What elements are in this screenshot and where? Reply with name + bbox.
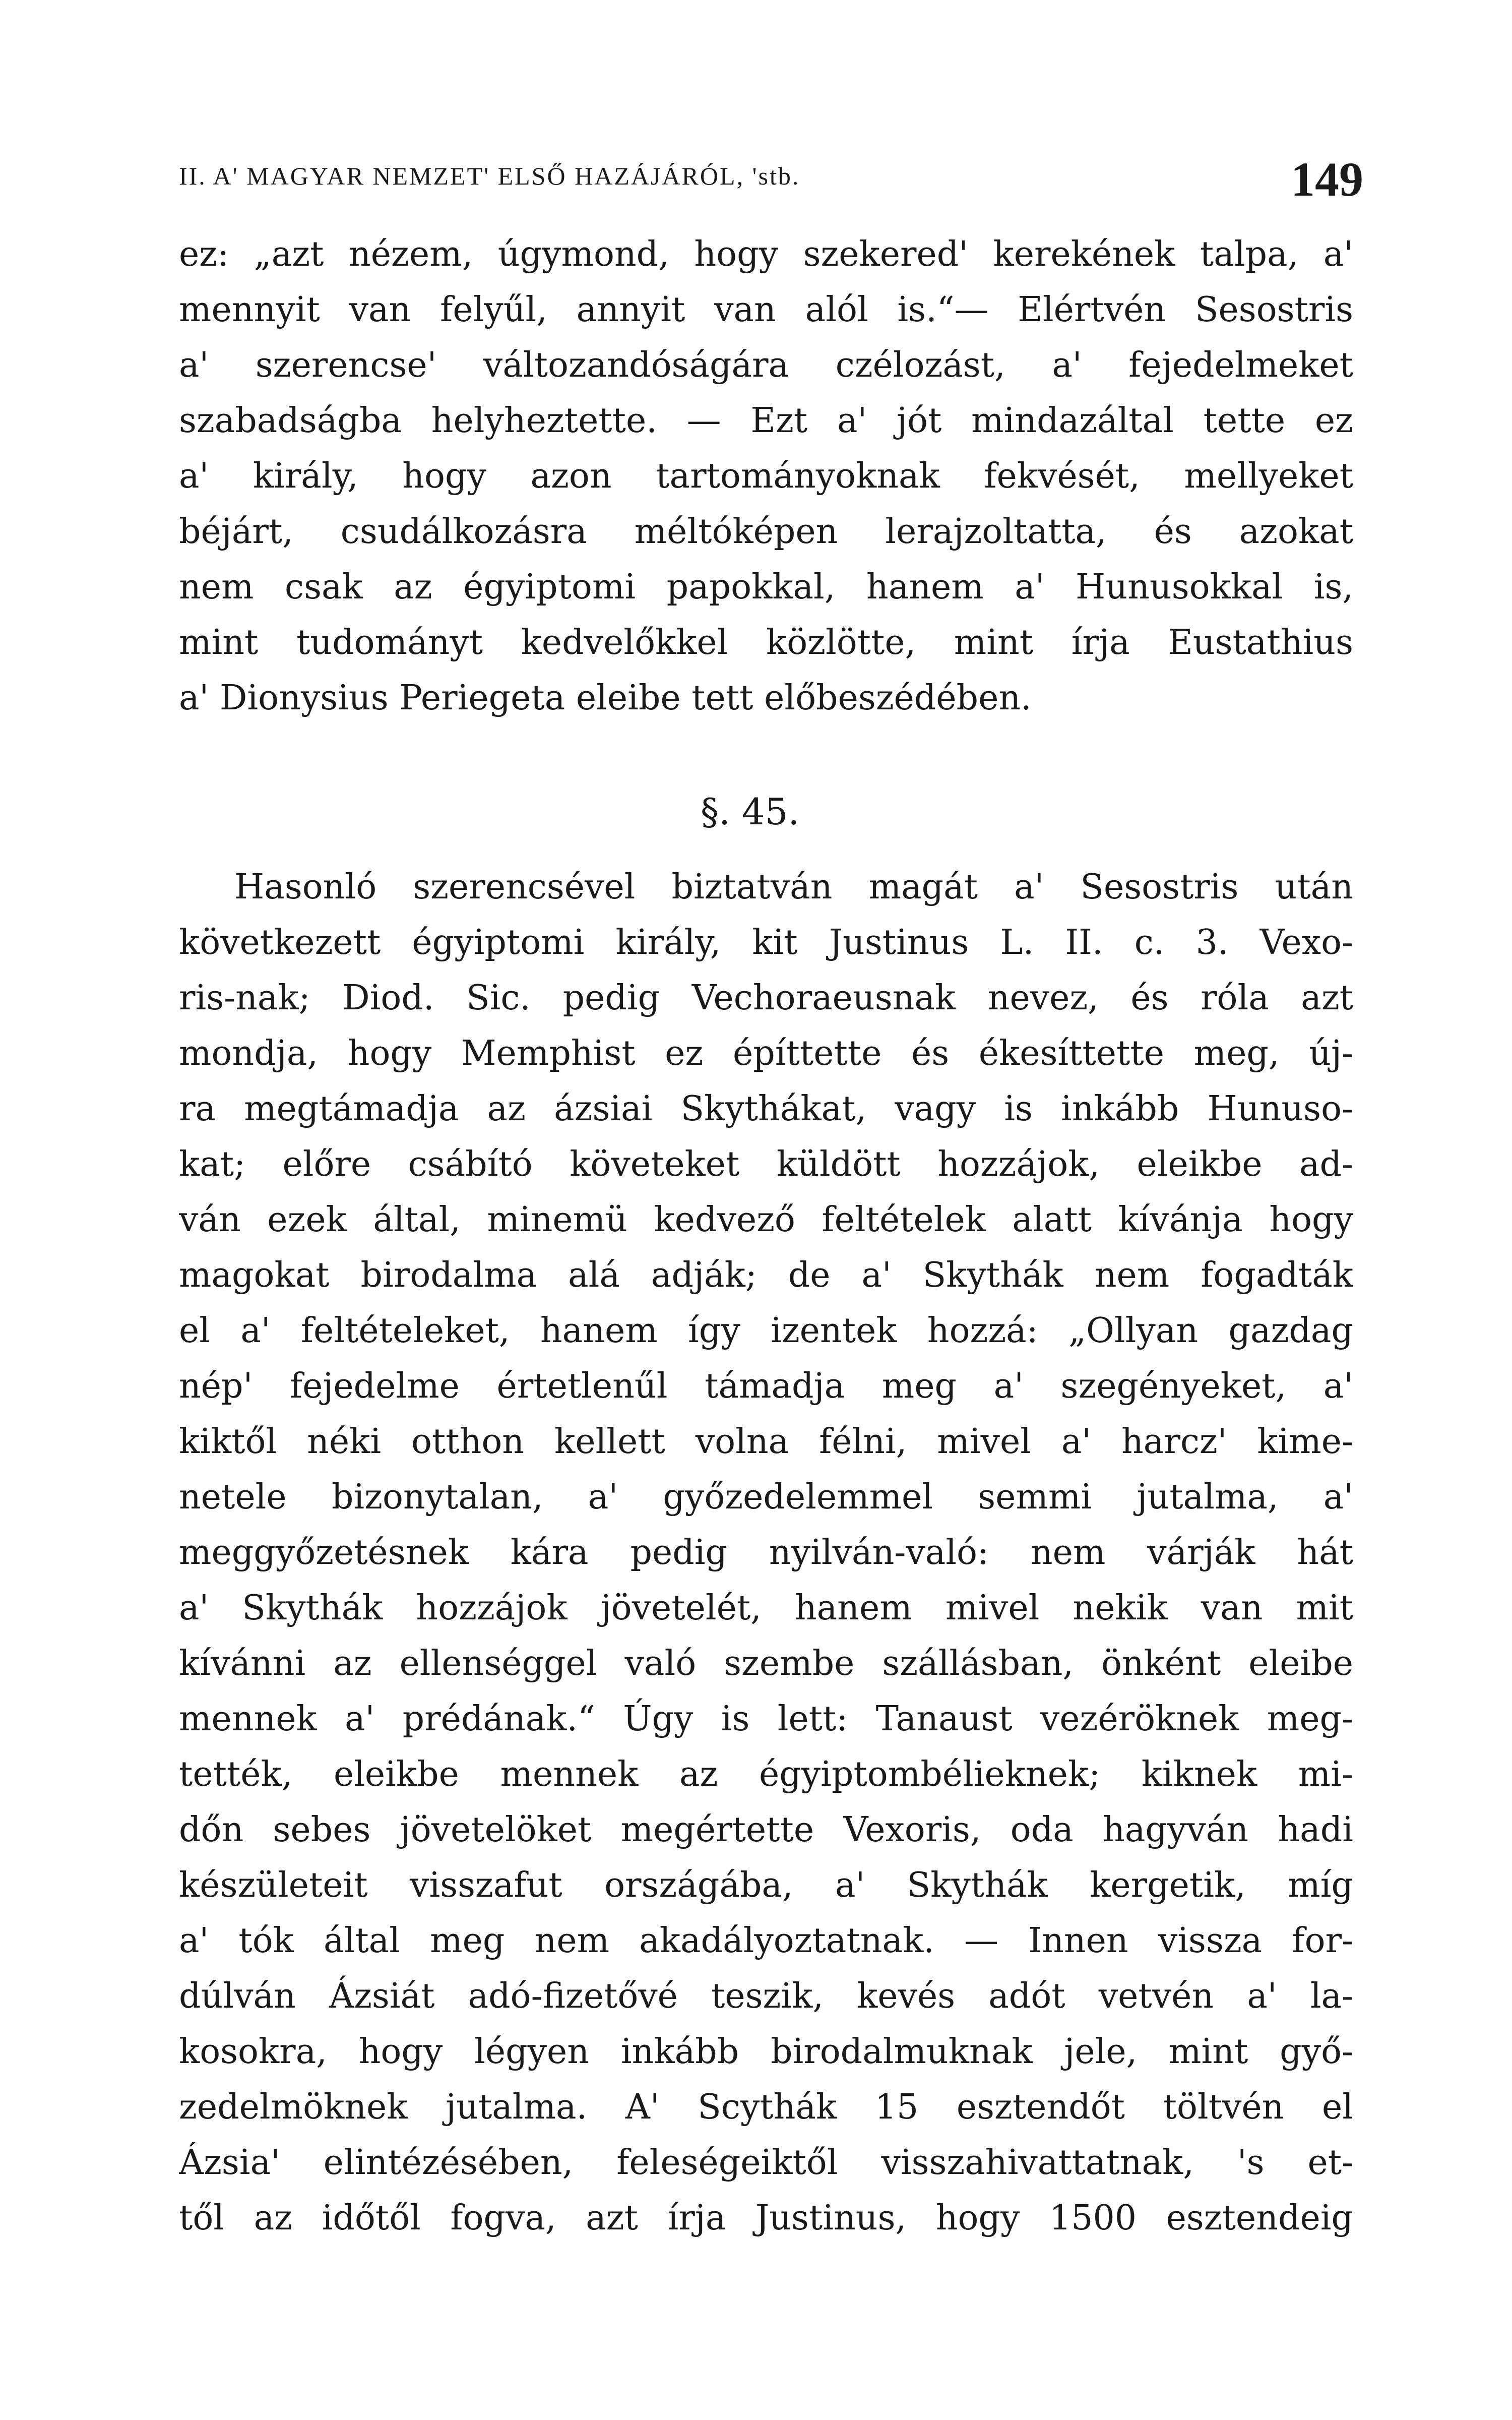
text-line: dúlván Ázsiát adó-fizetővé teszik, kevés adót vetvén a' la- <box>179 1976 1353 2016</box>
text-line: Ázsia' elintézésében, feleségeiktől visszahivattatnak, 's et- <box>179 2143 1353 2183</box>
text-line: a' szerencse' változandóságára czélozást, a' fejedelmeket <box>179 345 1353 385</box>
text-line: mennyit van felyűl, annyit van alól is.“— Elértvén Sesostris <box>179 290 1353 330</box>
text-line: a' király, hogy azon tartományoknak fekvését, mellyeket <box>179 456 1353 496</box>
text-line: a' Dionysius Periegeta eleibe tett előbeszédében. <box>179 678 1032 718</box>
text-line: nem csak az égyiptomi papokkal, hanem a' Hunusokkal is, <box>179 567 1353 607</box>
text-line: tették, eleikbe mennek az égyiptombélieknek; kiknek mi- <box>179 1754 1353 1794</box>
text-line: zedelmöknek jutalma. A' Scythák 15 esztendőt töltvén el <box>179 2087 1353 2127</box>
text-line: kosokra, hogy légyen inkább birodalmuknak jele, mint győ- <box>179 2032 1353 2072</box>
text-line: el a' feltételeket, hanem így izentek hozzá: „Ollyan gazdag <box>179 1311 1353 1351</box>
text-line: magokat birodalma alá adják; de a' Skythák nem fogadták <box>179 1255 1353 1295</box>
text-line: kívánni az ellenséggel való szembe szállásban, önként eleibe <box>179 1644 1353 1683</box>
paragraph-1 <box>179 227 1353 726</box>
text-line: készületeit visszafut országába, a' Skythák kergetik, míg <box>179 1865 1353 1905</box>
text-line: netele bizonytalan, a' győzedelemmel semmi jutalma, a' <box>179 1477 1353 1517</box>
text-line: béjárt, csudálkozásra méltóképen lerajzoltatta, és azokat <box>179 512 1353 552</box>
text-line: mennek a' prédának.“ Úgy is lett: Tanaust vezéröknek meg- <box>179 1699 1353 1739</box>
text-line: kat; előre csábító követeket küldött hozzájok, eleikbe ad- <box>179 1144 1353 1184</box>
running-title: II. A' MAGYAR NEMZET' ELSŐ HAZÁJÁRÓL, 'stb. <box>179 162 800 190</box>
text-line: től az időtől fogva, azt írja Justinus, hogy 1500 esztendeig <box>179 2198 1353 2238</box>
text-line: ra megtámadja az ázsiai Skythákat, vagy is inkább Hunuso- <box>179 1089 1353 1129</box>
text-line: következett égyiptomi király, kit Justinus L. II. c. 3. Vexo- <box>179 923 1353 962</box>
running-head <box>179 151 1363 207</box>
text-line: a' tók által meg nem akadályoztatnak. — Innen vissza for- <box>179 1921 1353 1961</box>
text-line: a' Skythák hozzájok jövetelét, hanem mivel nekik van mit <box>179 1588 1353 1628</box>
paragraph-2 <box>179 860 1353 2246</box>
text-line: Hasonló szerencsével biztatván magát a' Sesostris után <box>234 867 1353 907</box>
text-line: dőn sebes jövetelöket megértette Vexoris, oda hagyván hadi <box>179 1810 1353 1850</box>
text-line: ris-nak; Diod. Sic. pedig Vechoraeusnak nevez, és róla azt <box>179 978 1353 1018</box>
section-mark: §. 45. <box>701 791 800 833</box>
text-line: ez: „azt nézem, úgymond, hogy szekered' kerekének talpa, a' <box>179 234 1353 274</box>
text-line: kiktől néki otthon kellett volna félni, mivel a' harcz' kime- <box>179 1422 1353 1462</box>
text-line: meggyőzetésnek kára pedig nyilván-való: nem várják hát <box>179 1533 1353 1572</box>
page-number: 149 <box>1291 152 1363 206</box>
text-line: ván ezek által, minemü kedvező feltételek alatt kívánja hogy <box>179 1200 1353 1240</box>
text-line: szabadságba helyheztette. — Ezt a' jót mindazáltal tette ez <box>179 401 1353 441</box>
text-line: nép' fejedelme értetlenűl támadja meg a' szegényeket, a' <box>179 1366 1353 1406</box>
text-line: mondja, hogy Memphist ez építtette és ékesíttette meg, új- <box>179 1034 1353 1073</box>
text-line: mint tudományt kedvelőkkel közlötte, mint írja Eustathius <box>179 623 1353 662</box>
